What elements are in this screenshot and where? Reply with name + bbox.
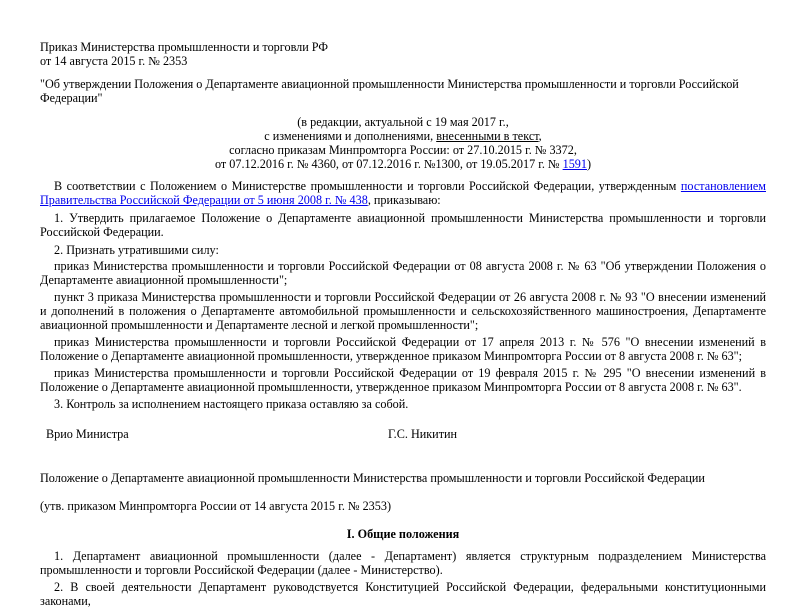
redaction-underlined-text: внесенными в текст xyxy=(436,129,539,143)
redaction-line-1: (в редакции, актуальной с 19 мая 2017 г., xyxy=(297,115,509,129)
regulation-title: Положение о Департаменте авиационной промышленности Министерства промышленности и торговли Российской Федерации xyxy=(40,471,705,485)
regulation-item-2: 2. В своей деятельности Департамент руководствуется Конституцией Российской Федерации, федеральными конституционными законами, xyxy=(40,580,766,608)
item-1: 1. Утвердить прилагаемое Положение о Департаменте авиационной промышленности Министерства промышленности и торговли Российской Федерации. xyxy=(40,211,766,239)
order-title: "Об утверждении Положения о Департаменте авиационной промышленности Министерства промышленности и торговли Российской Федерации" xyxy=(40,77,739,105)
order-1591-link[interactable]: 1591 xyxy=(562,157,587,171)
regulation-item-1: 1. Департамент авиационной промышленности (далее - Департамент) является структурным подразделением Министерства промышленности и торговли Российской Федерации (далее - Министерство). xyxy=(40,549,766,577)
redaction-line-2-suffix: , xyxy=(538,129,542,143)
document-page xyxy=(40,40,766,608)
item-2a: приказ Министерства промышленности и торговли Российской Федерации от 08 августа 2008 г. № 63 "Об утверждении Положения о Департаменте авиационной промышленности"; xyxy=(40,259,766,287)
redaction-line-2 xyxy=(40,129,766,143)
government-resolution-link[interactable]: постановлением Правительства Российской Федерации от 5 июня 2008 г. № 438 xyxy=(40,179,766,207)
preamble xyxy=(40,179,766,207)
redaction-line-4-prefix: от 07.12.2016 г. № 4360, от 07.12.2016 г. №1300, от 19.05.2017 г. № xyxy=(214,157,563,171)
redaction-line-3: согласно приказам Минпромторга России: от 27.10.2015 г. № 3372, xyxy=(229,143,577,157)
signature-block xyxy=(40,427,766,441)
redaction-line-4 xyxy=(40,157,766,171)
order-header-line-1: Приказ Министерства промышленности и торговли РФ xyxy=(40,40,329,54)
item-3: 3. Контроль за исполнением настоящего приказа оставляю за собой. xyxy=(54,397,409,411)
preamble-text-after: , приказываю: xyxy=(367,193,441,207)
regulation-approval-note: (утв. приказом Минпромторга России от 14 августа 2015 г. № 2353) xyxy=(40,499,392,513)
signatory-position: Врио Министра xyxy=(46,427,129,441)
preamble-text-before: В соответствии с Положением о Министерстве промышленности и торговли Российской Федерации, утвержденным xyxy=(54,179,681,193)
item-2c: приказ Министерства промышленности и торговли Российской Федерации от 17 апреля 2013 г. № 576 "О внесении изменений в Положение о Департаменте авиационной промышленности, утвержденное приказом Минпромторга России от 8 августа 2008 г. № 63"; xyxy=(40,335,766,363)
order-header-line-2: от 14 августа 2015 г. № 2353 xyxy=(40,54,188,68)
redaction-line-2-prefix: с изменениями и дополнениями, xyxy=(264,129,437,143)
redaction-note xyxy=(40,115,766,171)
item-2b: пункт 3 приказа Министерства промышленности и торговли Российской Федерации от 26 августа 2008 г. № 93 "О внесении изменений и дополнений в положения о Департаменте автомобильной промышленности и сельскохозяйственного машиностроения, Департаменте авиационной промышленности и Департаменте лесной и легкой промышленности"; xyxy=(40,290,766,332)
signatory-name: Г.С. Никитин xyxy=(388,427,458,441)
redaction-line-4-suffix: ) xyxy=(586,157,592,171)
item-2: 2. Признать утратившими силу: xyxy=(54,243,219,257)
item-2d: приказ Министерства промышленности и торговли Российской Федерации от 19 февраля 2015 г. № 295 "О внесении изменений в Положение о Департаменте авиационной промышленности, утвержденное приказом Минпромторга России от 8 августа 2008 г. № 63". xyxy=(40,366,766,394)
section-heading-general-provisions: I. Общие положения xyxy=(346,527,460,541)
